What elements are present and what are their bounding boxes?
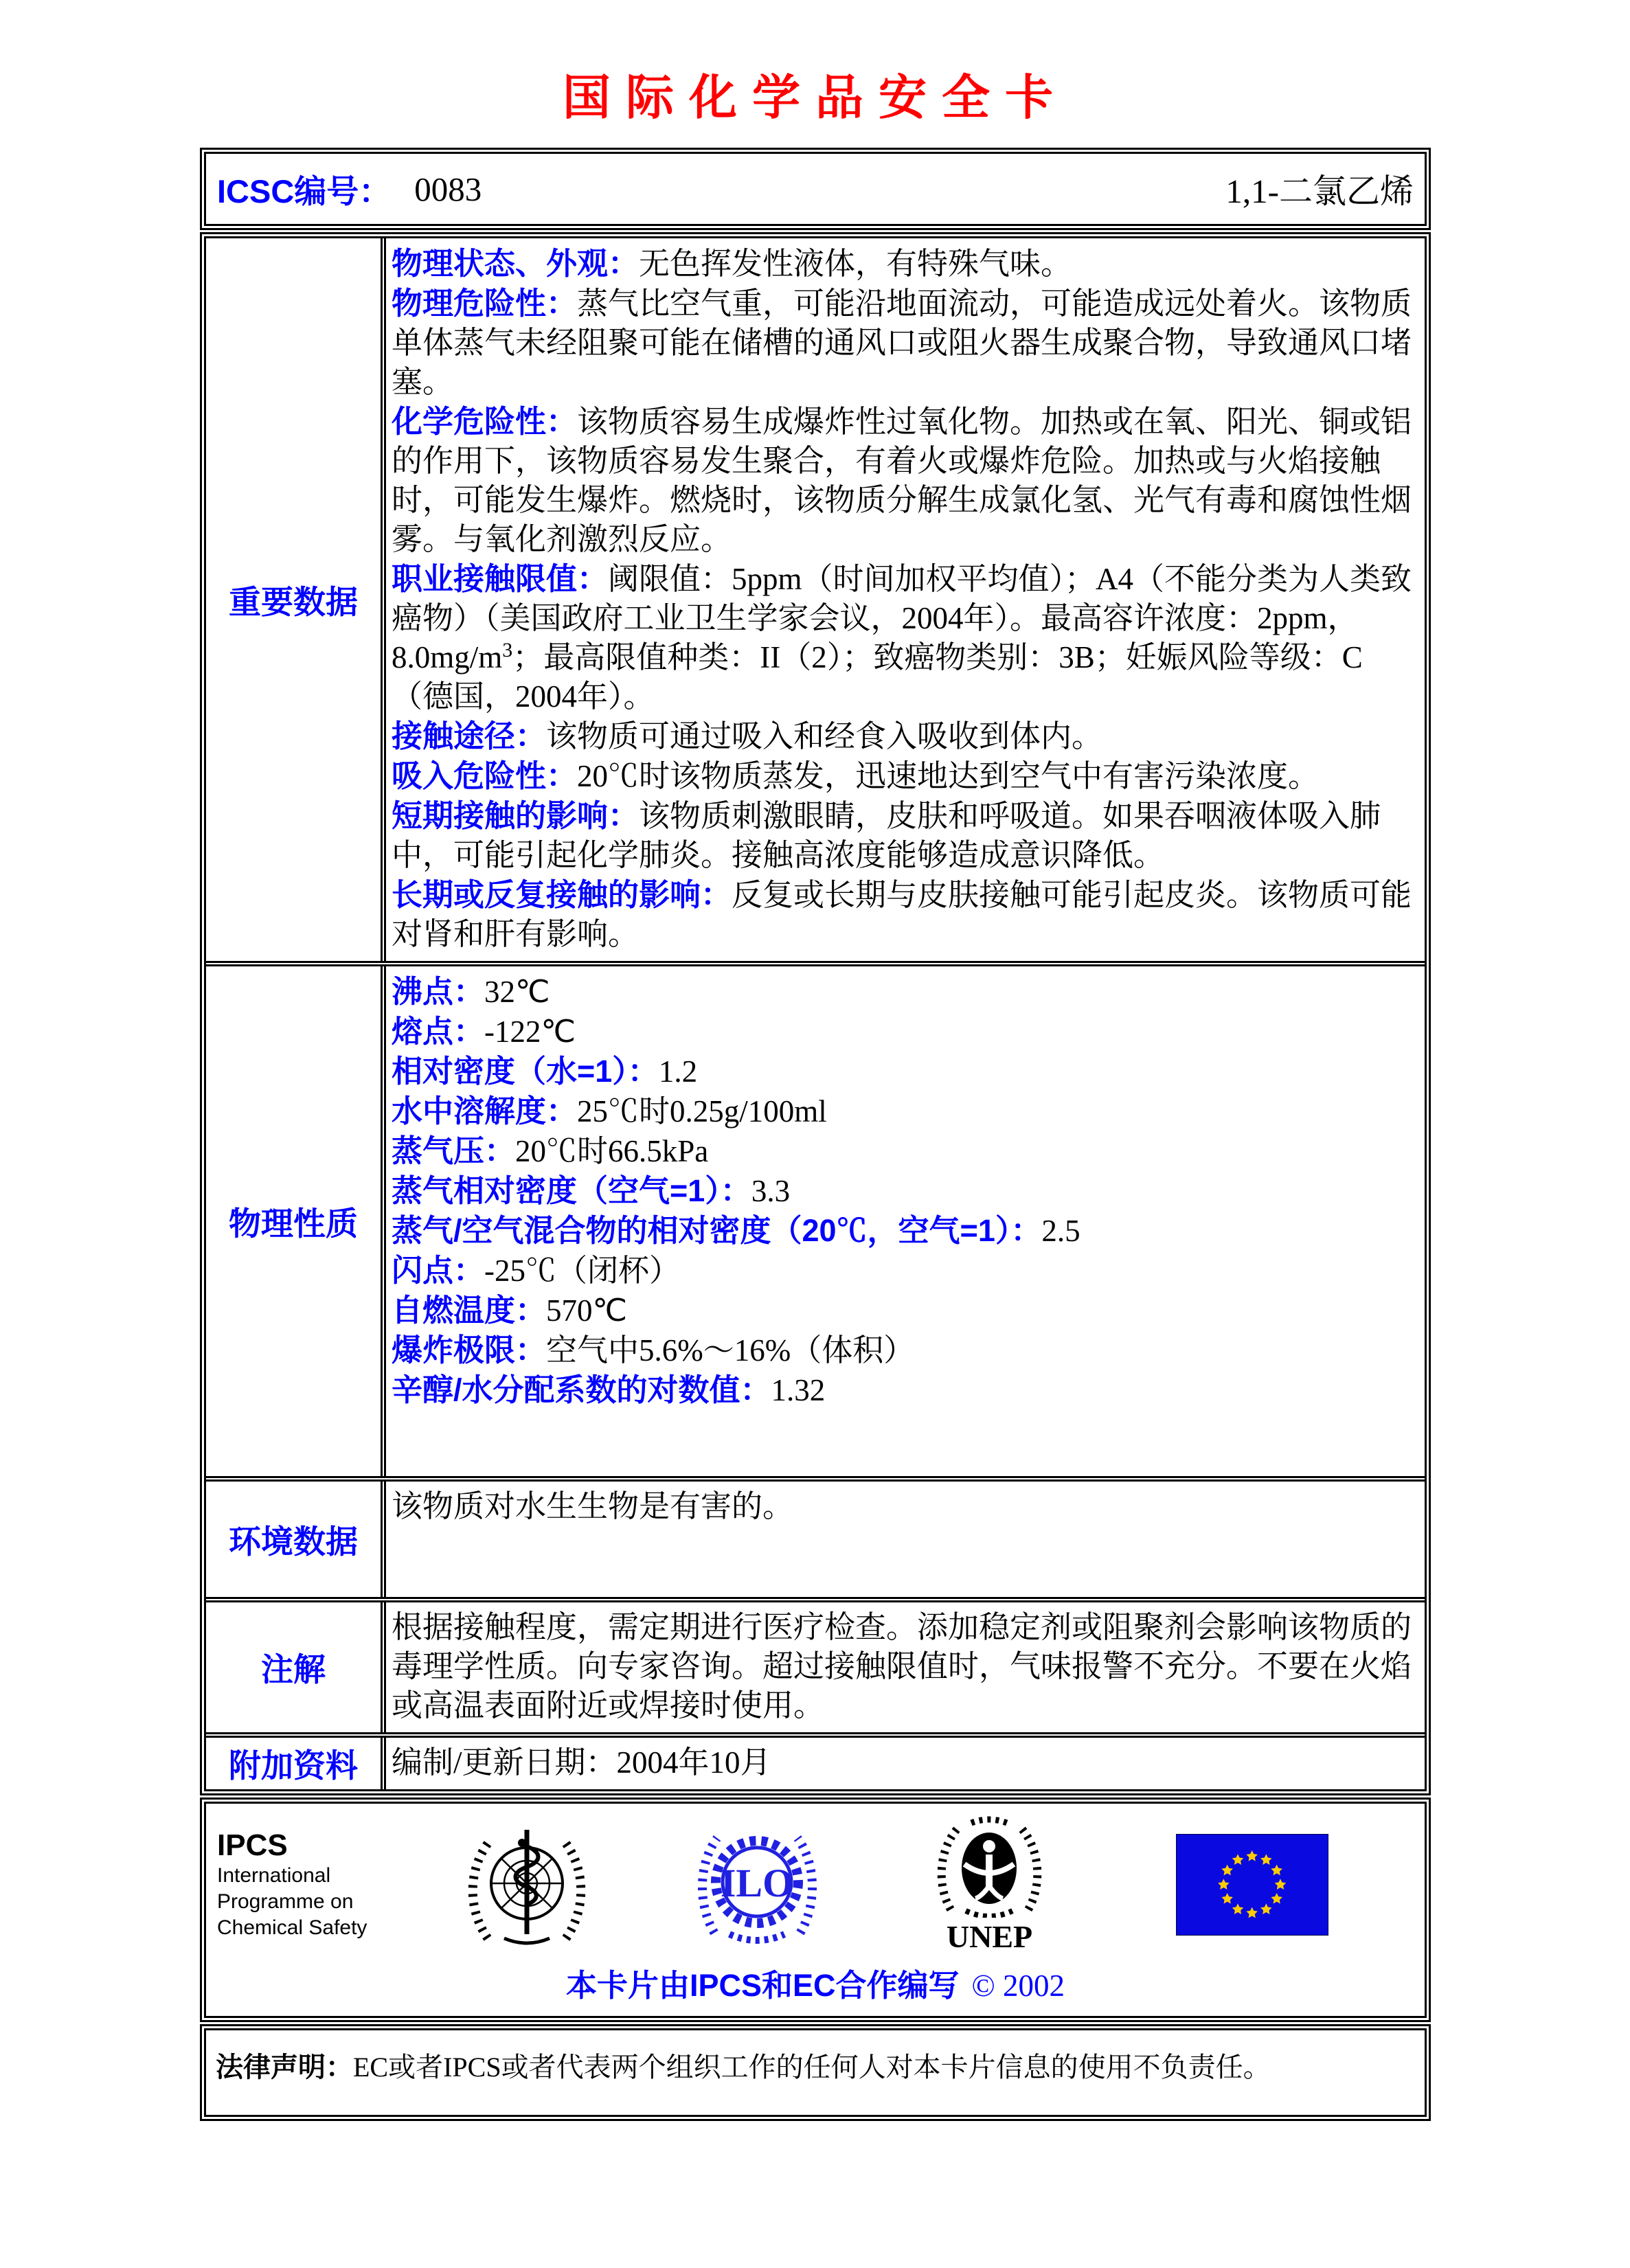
field-label: 水中溶解度：: [392, 1093, 578, 1129]
field-value: 该物质容易生成爆炸性过氧化物。加热或在氧、阳光、铜或铝的作用下，该物质容易发生聚合，有着火或爆炸危险。加热或与火焰接触时，可能发生爆炸。燃烧时，该物质分解生成氯化氢、光气有毒和腐蚀性烟雾。与氧化剂激烈反应。: [392, 405, 1412, 556]
field-value: -122℃: [484, 1014, 576, 1049]
field-row: [392, 1251, 1415, 1291]
field-label: 蒸气压：: [392, 1133, 516, 1168]
ilo-logo-text: ILO: [720, 1861, 794, 1905]
field-label: 蒸气相对密度（空气=1）：: [392, 1173, 751, 1208]
field-row: [392, 1330, 1415, 1370]
ipcs-subtitle-line: Programme on: [217, 1890, 354, 1913]
section-row-additional: [206, 1732, 1425, 1789]
field-value: 570℃: [546, 1293, 628, 1328]
field-value: 该物质可通过吸入和经食入吸收到体内。: [546, 719, 1103, 753]
field-value: 1.32: [771, 1373, 826, 1407]
ilo-logo-icon: [694, 1823, 821, 1947]
field-row: [392, 716, 1415, 756]
field-row: [392, 402, 1415, 559]
field-value: 2.5: [1041, 1214, 1080, 1248]
field-row: [392, 1131, 1415, 1171]
field-row: [392, 796, 1415, 875]
field-row: [392, 559, 1415, 716]
chemical-name: 1,1-二氯乙烯: [1225, 172, 1414, 210]
field-row: [392, 875, 1415, 954]
field-row: [392, 244, 1415, 284]
section-label-important: 重要数据: [206, 238, 386, 961]
field-row: [392, 1370, 1415, 1410]
eu-flag-icon: [1176, 1834, 1328, 1936]
field-label: 闪点：: [392, 1253, 485, 1288]
unep-logo-text: UNEP: [946, 1919, 1033, 1954]
field-row: [392, 284, 1415, 402]
field-value: 阈限值：5ppm（时间加权平均值）；A4（不能分类为人类致癌物）（美国政府工业卫生学家会议，2004年）。最高容许浓度：2ppm，8.0mg/m: [392, 562, 1412, 674]
who-logo-icon: [462, 1823, 592, 1947]
field-label: 沸点：: [392, 974, 485, 1009]
section-row-physical: [206, 961, 1425, 1476]
section-label-environment: 环境数据: [206, 1482, 386, 1597]
field-label: 自燃温度：: [392, 1293, 547, 1328]
section-content-environment: 该物质对水生生物是有害的。: [392, 1489, 794, 1523]
field-value: 20℃时66.5kPa: [515, 1134, 709, 1168]
field-label: 职业接触限值：: [392, 561, 609, 596]
unep-logo-icon: [933, 1815, 1046, 1918]
field-value: 无色挥发性液体，有特殊气味。: [639, 247, 1072, 281]
field-value: 该物质刺激眼睛，皮肤和呼吸道。如果吞咽液体吸入肺中，可能引起化学肺炎。接触高浓度能够造成意识降低。: [392, 799, 1381, 872]
icsc-card: [200, 59, 1431, 2121]
field-value: 20℃时该物质蒸发，迅速地达到空气中有害污染浓度。: [577, 759, 1320, 793]
section-label-additional: 附加资料: [206, 1738, 386, 1789]
page-title: 国际化学品安全卡: [563, 71, 1068, 124]
icsc-number-label: ICSC编号：: [217, 172, 392, 209]
section-label-notes: 注解: [206, 1602, 386, 1732]
section-content-physical: [386, 966, 1425, 1476]
field-value: 1.2: [658, 1054, 698, 1089]
field-row: [392, 756, 1415, 796]
field-row: [392, 972, 1415, 1012]
field-label: 化学危险性：: [392, 404, 578, 439]
unep-logo-block: [929, 1815, 1050, 1955]
section-content-additional: 编制/更新日期：2004年10月: [392, 1745, 771, 1780]
credit-year: © 2002: [971, 1969, 1065, 2003]
field-label: 吸入危险性：: [392, 758, 578, 793]
field-label: 短期接触的影响：: [392, 798, 639, 833]
ipcs-subtitle-line: Chemical Safety: [217, 1916, 367, 1939]
ipcs-title: IPCS: [217, 1828, 288, 1862]
section-label-physical: 物理性质: [206, 966, 386, 1476]
legal-notice-label: 法律声明：: [216, 2052, 353, 2083]
ipcs-text-block: [217, 1828, 423, 1941]
field-label: 爆炸极限：: [392, 1333, 547, 1368]
field-label: 物理危险性：: [392, 286, 578, 321]
footer-logos-section: [200, 1798, 1431, 2022]
field-value: 3.3: [751, 1174, 791, 1208]
credit-line: [206, 1960, 1425, 2005]
field-row: [392, 1171, 1415, 1211]
field-value: 25℃时0.25g/100ml: [577, 1094, 827, 1129]
field-value: 32℃: [484, 975, 550, 1009]
field-row: [392, 1211, 1415, 1251]
icsc-number-value: 0083: [414, 170, 482, 208]
legal-notice-section: [200, 2024, 1431, 2121]
field-value: 反复或长期与皮肤接触可能引起皮炎。该物质可能对肾和肝有影响。: [392, 878, 1412, 951]
section-content-important: [386, 238, 1425, 961]
main-table: [200, 232, 1431, 1795]
section-row-environment: [206, 1476, 1425, 1597]
field-value: 空气中5.6%～16%（体积）: [546, 1333, 915, 1368]
legal-notice-text: EC或者IPCS或者代表两个组织工作的任何人对本卡片信息的使用不负责任。: [353, 2052, 1271, 2083]
field-label: 长期或反复接触的影响：: [392, 877, 732, 912]
field-label: 相对密度（水=1）：: [392, 1054, 659, 1089]
superscript: 3: [502, 639, 513, 661]
credit-text: 本卡片由IPCS和EC合作编写: [566, 1968, 960, 2003]
section-row-notes: [206, 1597, 1425, 1732]
logos-row: [206, 1816, 1425, 1953]
field-label: 蒸气/空气混合物的相对密度（20℃，空气=1）：: [392, 1213, 1042, 1248]
field-label: 熔点：: [392, 1014, 485, 1049]
ipcs-subtitle-line: International: [217, 1864, 331, 1887]
field-label: 物理状态、外观：: [392, 246, 639, 281]
field-row: [392, 1052, 1415, 1091]
section-row-important: [206, 238, 1425, 961]
field-row: [392, 1091, 1415, 1131]
field-row: [392, 1012, 1415, 1052]
field-value: -25℃（闭杯）: [484, 1254, 681, 1288]
field-value: ；最高限值种类：II（2）；致癌物类别：3B；妊娠风险等级：C（德国，2004年）。: [392, 640, 1363, 714]
field-value: 蒸气比空气重，可能沿地面流动，可能造成远处着火。该物质单体蒸气未经阻聚可能在储槽的通风口或阻火器生成聚合物，导致通风口堵塞。: [392, 286, 1412, 399]
field-label: 辛醇/水分配系数的对数值：: [392, 1372, 771, 1407]
field-row: [392, 1291, 1415, 1330]
section-content-notes: 根据接触程度，需定期进行医疗检查。添加稳定剂或阻聚剂会影响该物质的毒理学性质。向专家咨询。超过接触限值时，气味报警不充分。不要在火焰或高温表面附近或焊接时使用。: [392, 1610, 1412, 1723]
field-label: 接触途径：: [392, 718, 547, 753]
header-row: [200, 148, 1431, 230]
